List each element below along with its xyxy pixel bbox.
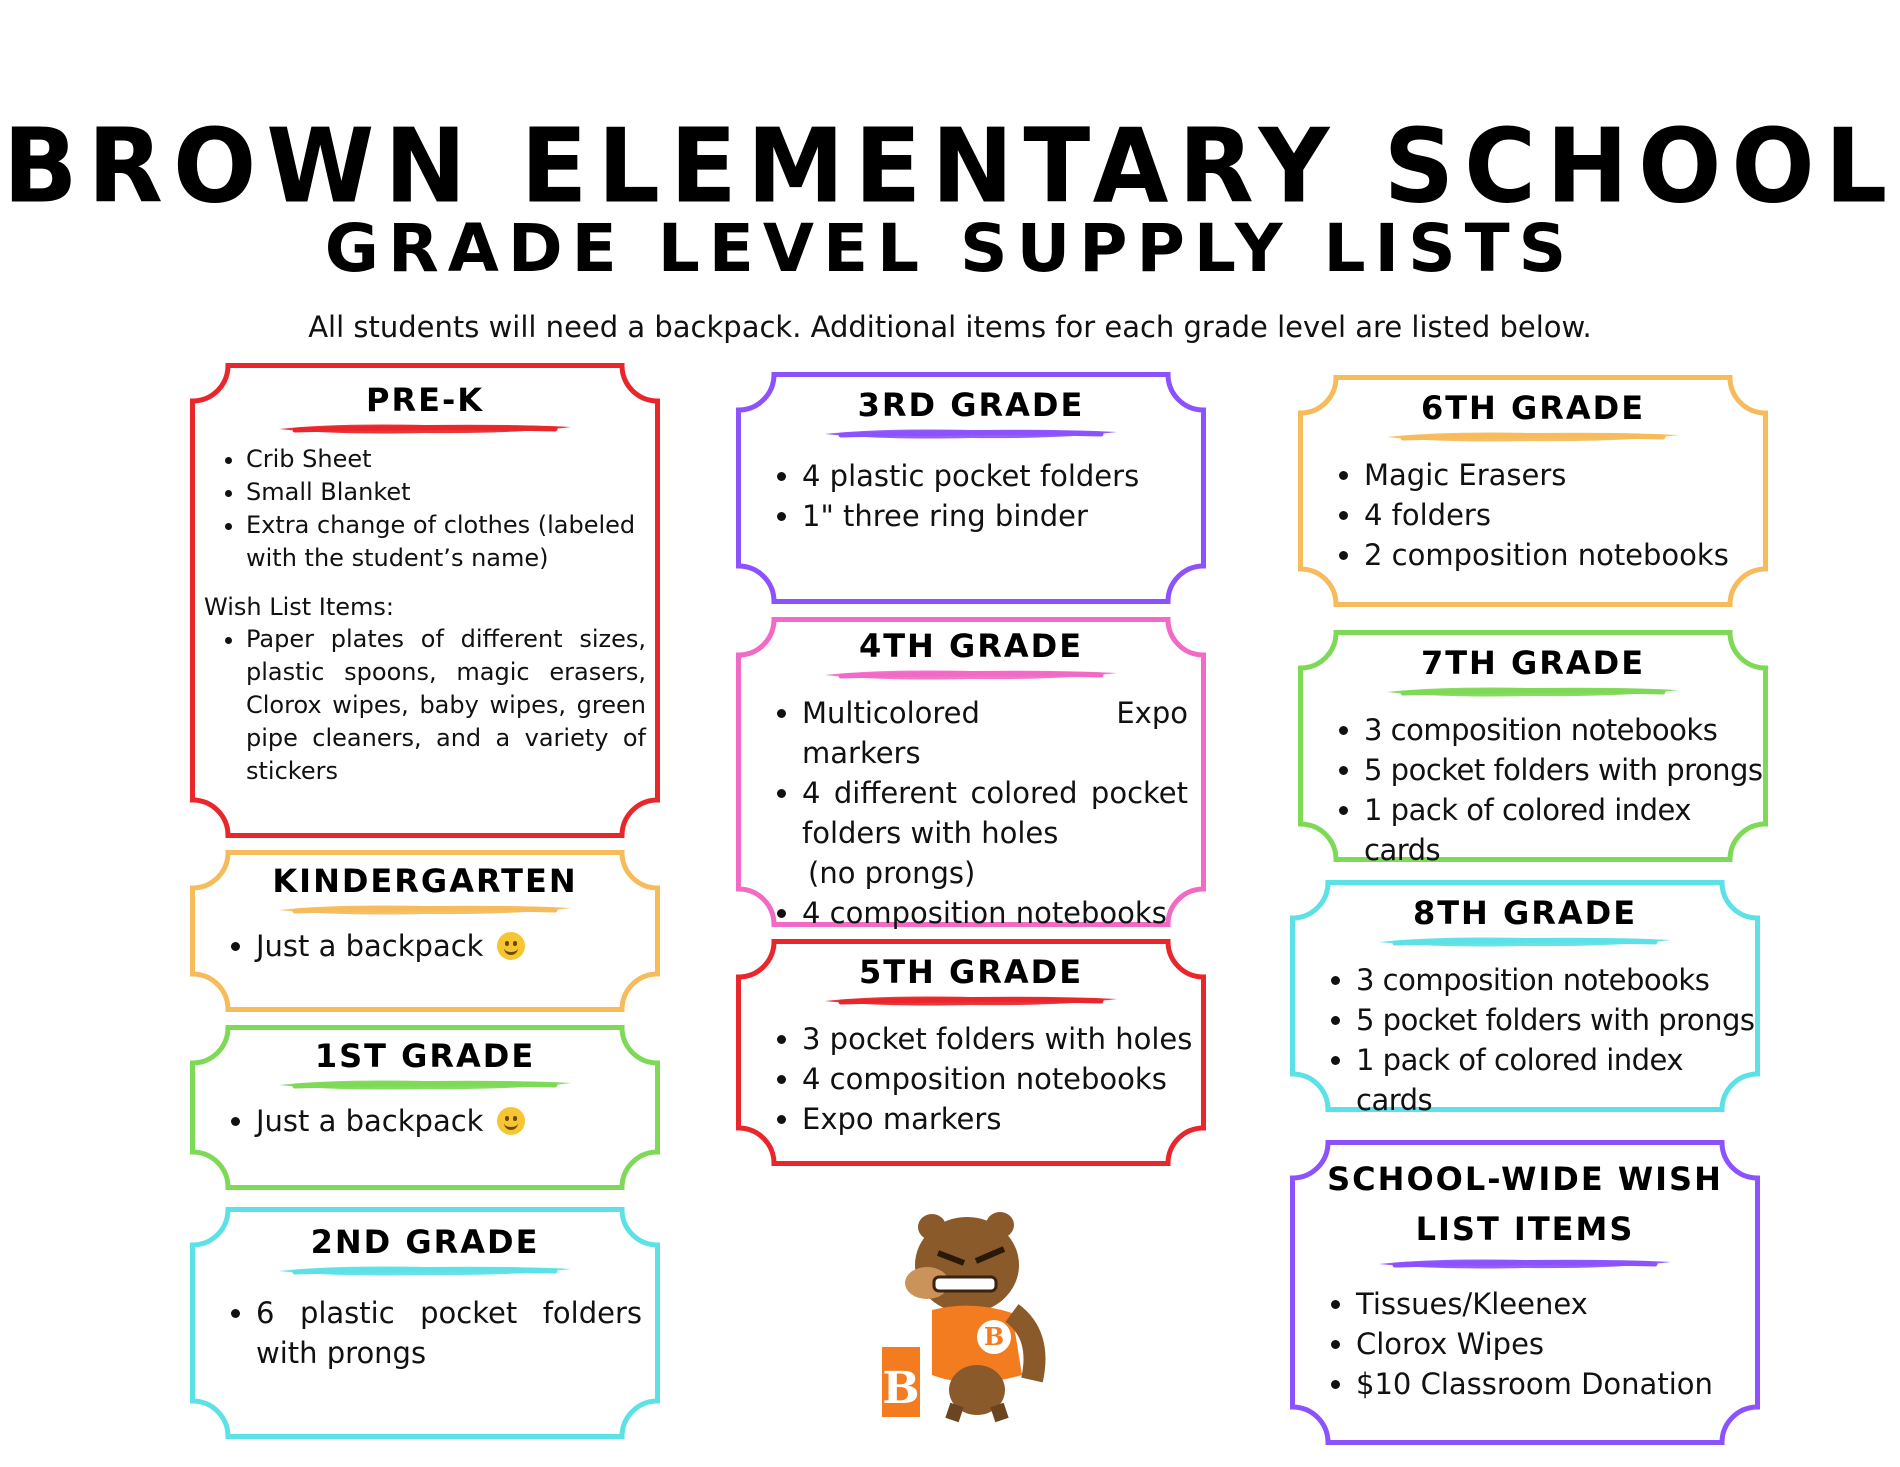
page-subtitle: GRADE LEVEL SUPPLY LISTS <box>324 210 1576 287</box>
list-item: • 2 composition notebooks <box>1364 535 1768 575</box>
mascot-letter: B <box>983 1322 1005 1351</box>
list-item: • 1 pack of colored index cards <box>1356 1040 1760 1120</box>
list-item: • 4 composition notebooks <box>802 1059 1206 1099</box>
card-3rd-grade <box>736 372 1206 604</box>
list-item: • 1" three ring binder <box>802 496 1206 536</box>
list-item: • 4 plastic pocket folders <box>802 456 1206 496</box>
card-5th-grade <box>736 939 1206 1166</box>
list-item: • Clorox Wipes <box>1356 1324 1760 1364</box>
list-item: • 3 pocket folders with holes <box>802 1019 1206 1059</box>
list-item <box>256 1101 660 1141</box>
brush-stroke <box>1375 932 1675 950</box>
card-title: 3RD GRADE <box>857 386 1085 424</box>
card-kindergarten <box>190 850 660 1012</box>
card-title: 8TH GRADE <box>1412 894 1638 932</box>
brush-stroke <box>275 1075 575 1093</box>
card-title: 1ST GRADE <box>314 1037 536 1075</box>
card-2nd-grade <box>190 1207 660 1439</box>
card-title: 5TH GRADE <box>858 953 1084 991</box>
intro-text: All students will need a backpack. Additional items for each grade level are listed below. <box>308 310 1592 344</box>
list-item: • 1 pack of colored index cards <box>1364 790 1768 870</box>
wish-list-label: Wish List Items: <box>204 593 395 621</box>
mascot-letter: B <box>882 1363 920 1414</box>
item-text: Just a backpack <box>256 1104 484 1138</box>
smiley-emoji-icon <box>497 1107 525 1135</box>
item-note: (no prongs) <box>808 856 976 890</box>
brush-stroke <box>1383 427 1683 445</box>
brush-stroke <box>821 665 1121 683</box>
list-item: • 5 pocket folders with prongs <box>1364 750 1768 790</box>
card-title: 6TH GRADE <box>1420 389 1646 427</box>
list-item: • $10 Classroom Donation <box>1356 1364 1760 1404</box>
card-8th-grade <box>1290 880 1760 1117</box>
card-title: 2ND GRADE <box>310 1223 540 1261</box>
school-title: BROWN ELEMENTARY SCHOOL <box>2 107 1898 227</box>
card-title: PRE-K <box>365 381 485 419</box>
smiley-emoji-icon <box>497 932 525 960</box>
item-text: 4 different colored pocket folders with holes <box>802 776 1188 850</box>
card-school-wide-wish-list <box>1290 1140 1760 1445</box>
list-item: • 3 composition notebooks <box>1364 710 1768 750</box>
list-item: • Tissues/Kleenex <box>1356 1284 1760 1324</box>
list-item: • Crib Sheet <box>246 443 660 476</box>
card-title: SCHOOL-WIDE WISH LIST ITEMS <box>1327 1160 1723 1248</box>
card-4th-grade <box>736 617 1206 930</box>
card-prek <box>190 363 660 838</box>
brush-stroke <box>821 424 1121 442</box>
brush-stroke <box>821 991 1121 1009</box>
card-title: 4TH GRADE <box>858 627 1084 665</box>
list-item: • 4 composition notebooks <box>802 893 1192 933</box>
list-item: • Expo markers <box>802 1099 1206 1139</box>
list-item <box>256 926 660 966</box>
list-item: • Multicolored Expo markers <box>802 693 1192 773</box>
card-1st-grade <box>190 1025 660 1190</box>
card-7th-grade <box>1298 630 1768 867</box>
list-item: • 6 plastic pocket folders with prongs <box>256 1293 646 1373</box>
list-item: • 5 pocket folders with prongs <box>1356 1000 1760 1040</box>
list-item: • Extra change of clothes (labeled with the student’s name) <box>246 509 660 575</box>
brush-stroke <box>275 1261 575 1279</box>
card-title: 7TH GRADE <box>1420 644 1646 682</box>
list-item: • Magic Erasers <box>1364 455 1768 495</box>
card-title: KINDERGARTEN <box>272 862 578 900</box>
list-item: • 4 folders <box>1364 495 1768 535</box>
brush-stroke <box>1375 1254 1675 1272</box>
item-text: Just a backpack <box>256 929 484 963</box>
list-item <box>802 773 1192 893</box>
brush-stroke <box>1383 682 1683 700</box>
list-item: • Paper plates of different sizes, plastic spoons, magic erasers, Clorox wipes, baby wipes, green pipe cleaners, and a variety of stickers <box>246 623 660 788</box>
brush-stroke <box>275 419 575 437</box>
list-item: • Small Blanket <box>246 476 660 509</box>
brush-stroke <box>275 900 575 918</box>
bear-mascot-icon <box>872 1205 1072 1425</box>
list-item: • 3 composition notebooks <box>1356 960 1760 1000</box>
card-6th-grade <box>1298 375 1768 607</box>
